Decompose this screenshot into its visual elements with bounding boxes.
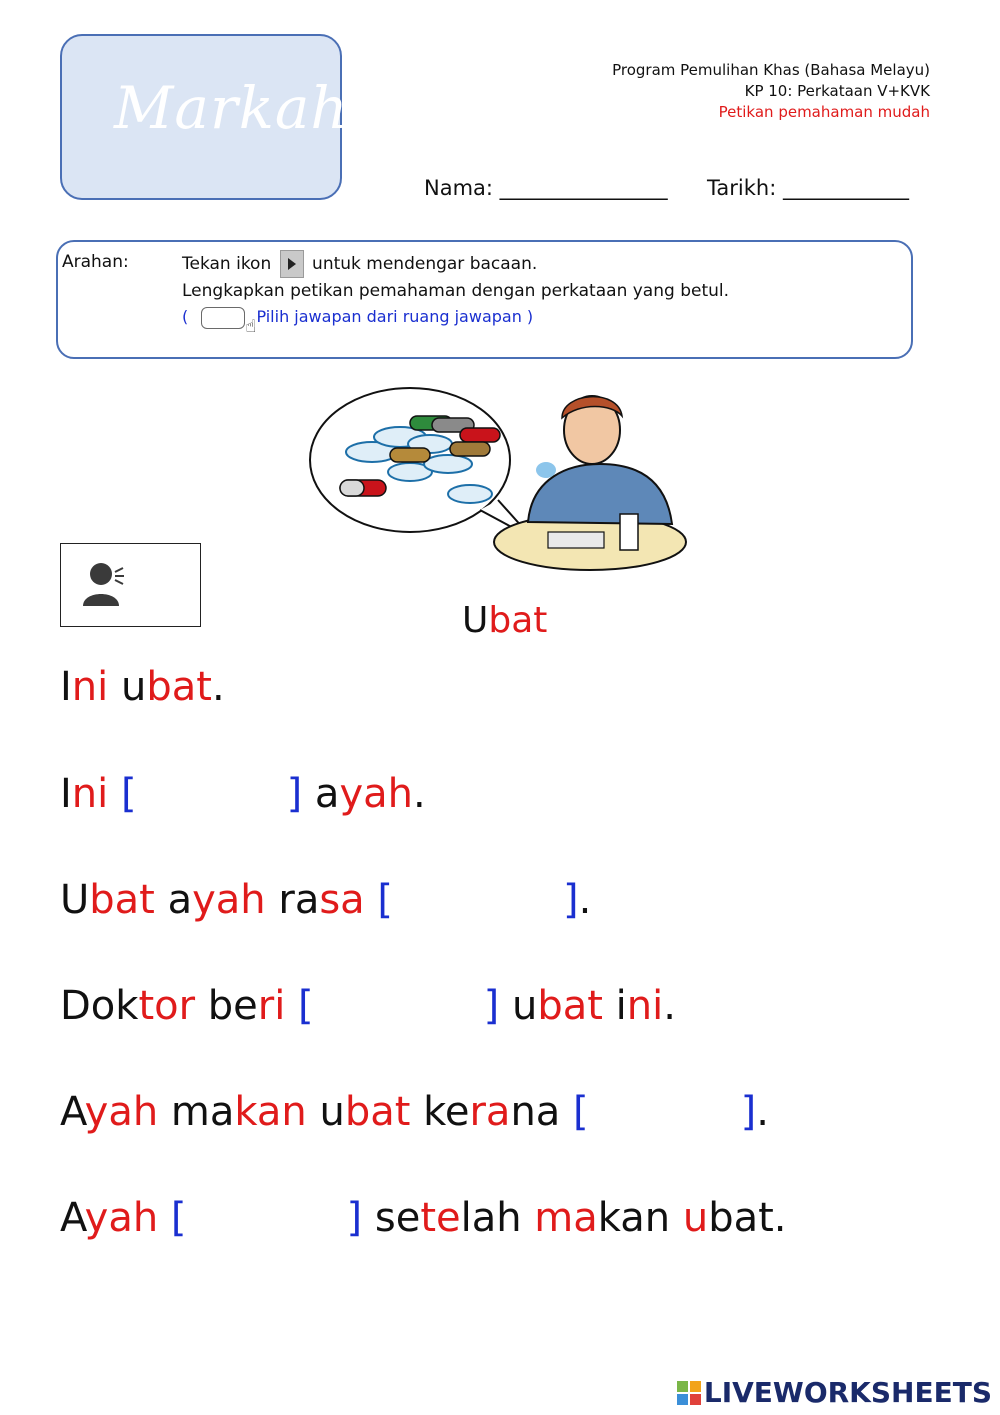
word-part: tor (138, 983, 196, 1029)
word-part: . (756, 1089, 769, 1135)
word-part: a (302, 771, 340, 817)
answer-bracket-open: [ (573, 1089, 589, 1135)
word-part: I (60, 664, 72, 710)
word-part: ri (257, 983, 286, 1029)
word-part: . (578, 877, 592, 923)
word-part: sa (319, 877, 365, 923)
word-part: ni (71, 771, 109, 817)
student-fields (424, 176, 909, 200)
word-part: u (670, 1195, 709, 1241)
answer-box-icon (201, 307, 257, 337)
word-part: U (60, 877, 90, 923)
nama-label: Nama: (424, 176, 493, 200)
program-title: Program Pemulihan Khas (Bahasa Melayu) (612, 61, 930, 79)
word-part: a (154, 877, 193, 923)
word-part: Dok (60, 983, 139, 1029)
word-part: u (306, 1089, 345, 1135)
logo-cubes-icon (677, 1381, 701, 1405)
score-box (60, 34, 349, 200)
word-part: lah (460, 1195, 522, 1241)
answer-bracket-open: [ (120, 771, 137, 817)
word-part: bat (146, 664, 212, 710)
worksheet-header (612, 60, 930, 123)
sentence-4 (60, 983, 676, 1029)
nama-field[interactable]: ________________ (499, 176, 668, 200)
instruction-line-1 (182, 250, 729, 278)
instruction-hint (182, 304, 729, 337)
word-part: i (602, 983, 627, 1029)
tarikh-field[interactable]: ____________ (782, 176, 909, 200)
logo-text: LIVEWORKSHEETS (703, 1376, 992, 1409)
word-part: . (211, 664, 225, 710)
word-part: I (60, 771, 72, 817)
sentence-6 (60, 1195, 787, 1241)
liveworksheets-logo (677, 1376, 992, 1409)
sentence-3 (60, 877, 591, 923)
word-part: ra (265, 877, 320, 923)
instructions-label: Arahan: (62, 252, 129, 272)
hint-text: Pilih jawapan dari ruang jawapan ) (256, 307, 534, 326)
instruction-text-b: untuk mendengar bacaan. (312, 254, 538, 274)
word-part: se (362, 1195, 421, 1241)
title-word (462, 600, 547, 641)
word-part: bat (89, 877, 155, 923)
answer-bracket-open: [ (170, 1195, 187, 1241)
tarikh-label: Tarikh: (707, 176, 777, 200)
hand-pointer-icon: ☝ (245, 315, 257, 337)
sentence-1 (60, 664, 225, 710)
answer-bracket-close: ] (740, 1089, 757, 1135)
word-part: kan (234, 1089, 307, 1135)
answer-bracket-close: ] (286, 771, 303, 817)
word-part: ma (158, 1089, 235, 1135)
word-part: yah (339, 771, 413, 817)
word-part: ni (71, 664, 109, 710)
word-part: . (773, 1195, 787, 1241)
answer-bracket-close: ] (346, 1195, 363, 1241)
word-part: bat (344, 1089, 411, 1135)
sentence-2 (60, 771, 426, 817)
word-part: te (420, 1195, 461, 1241)
answer-bracket-close: ] (563, 877, 579, 923)
word-part: . (412, 771, 426, 817)
play-icon (280, 250, 304, 278)
word-part: bat (708, 1195, 774, 1241)
man-figure (494, 396, 686, 570)
title-syllable: bat (488, 600, 548, 641)
topic-title: KP 10: Perkataan V+KVK (744, 82, 930, 100)
sentence-5 (60, 1089, 769, 1135)
hint-paren: ( (182, 307, 189, 326)
word-part: ma (521, 1195, 598, 1241)
word-part: A (60, 1195, 85, 1241)
thought-bubble (310, 388, 532, 538)
title-letter: U (462, 600, 489, 641)
word-part: ke (410, 1089, 470, 1135)
subtopic-title: Petikan pemahaman mudah (718, 103, 930, 121)
word-part: u (499, 983, 538, 1029)
word-part: ni (626, 983, 664, 1029)
word-part: na (510, 1089, 561, 1135)
answer-bracket-open: [ (377, 877, 394, 923)
instruction-text-a: Tekan ikon (182, 254, 272, 274)
speaking-person-icon (79, 558, 131, 610)
instruction-line-2: Lengkapkan petikan pemahaman dengan perkataan yang betul. (182, 281, 730, 301)
word-part: bat (537, 983, 603, 1029)
word-part: yah (84, 1089, 159, 1135)
word-part: u (108, 664, 147, 710)
word-part: kan (597, 1195, 671, 1241)
instructions-box (56, 240, 913, 359)
word-part: A (60, 1089, 85, 1135)
answer-bracket-open: [ (298, 983, 314, 1029)
word-part: yah (84, 1195, 159, 1241)
score-label: Markah (114, 74, 349, 142)
answer-bracket-close: ] (483, 983, 500, 1029)
word-part: . (663, 983, 676, 1029)
word-part: be (195, 983, 258, 1029)
word-part: yah (192, 877, 266, 923)
audio-button[interactable] (60, 543, 201, 627)
word-part: ra (469, 1089, 511, 1135)
sick-man-illustration (300, 382, 700, 582)
